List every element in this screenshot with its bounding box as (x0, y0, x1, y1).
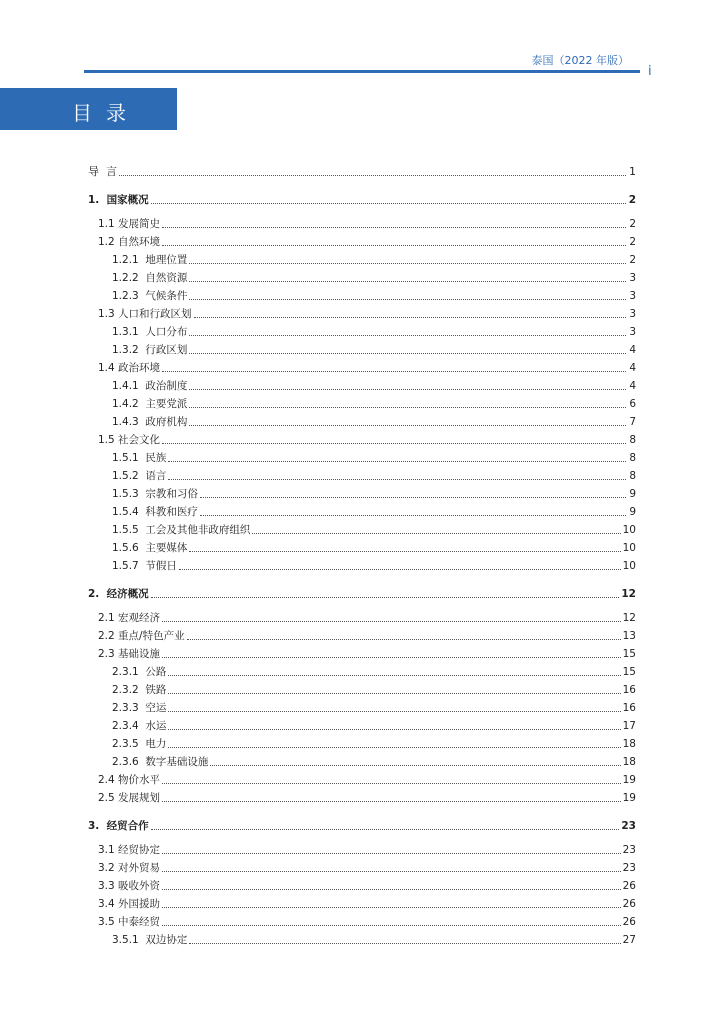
toc-entry-page: 9 (629, 506, 636, 518)
toc-entry-label: 1.1 发展简史 (98, 218, 161, 230)
toc-leader-dots (162, 783, 621, 784)
header-rule (84, 70, 640, 73)
toc-entry-page: 26 (622, 898, 636, 910)
toc-entry-label: 3.5.1 双边协定 (112, 934, 188, 946)
toc-entry[interactable] (88, 645, 636, 661)
toc-entry-page: 27 (622, 934, 636, 946)
toc-entry-label: 1.5.6 主要媒体 (112, 542, 188, 554)
toc-leader-dots (162, 227, 626, 228)
toc-entry[interactable] (88, 191, 636, 207)
toc-entry-page: 3 (629, 308, 636, 320)
toc-entry-page: 7 (629, 416, 636, 428)
toc-leader-dots (168, 693, 620, 694)
page-title: 目录 (72, 101, 140, 125)
toc-entry-page: 2 (629, 218, 636, 230)
toc-entry-page: 13 (622, 630, 636, 642)
toc-entry[interactable] (88, 913, 636, 929)
toc-entry-label: 3.2 对外贸易 (98, 862, 161, 874)
toc-leader-dots (189, 551, 620, 552)
toc-leader-dots (200, 497, 626, 498)
toc-entry-label: 3.1 经贸协定 (98, 844, 161, 856)
toc-entry[interactable] (88, 521, 636, 537)
toc-entry-label: 1.2.3 气候条件 (112, 290, 188, 302)
toc-leader-dots (189, 299, 626, 300)
toc-entry-page: 15 (622, 666, 636, 678)
toc-entry-label: 1.3.2 行政区划 (112, 344, 188, 356)
toc-entry-label: 1. 国家概况 (88, 194, 149, 206)
toc-entry[interactable] (88, 817, 636, 833)
toc-leader-dots (187, 639, 621, 640)
toc-entry-label: 3.3 吸收外资 (98, 880, 161, 892)
toc-leader-dots (162, 657, 621, 658)
toc-leader-dots (189, 263, 626, 264)
toc-leader-dots (151, 203, 626, 204)
toc-entry[interactable] (88, 485, 636, 501)
toc-entry-page: 16 (622, 684, 636, 696)
toc-entry-page: 6 (629, 398, 636, 410)
toc-leader-dots (162, 443, 626, 444)
toc-entry-label: 1.4 政治环境 (98, 362, 161, 374)
toc-entry[interactable] (88, 395, 636, 411)
toc-entry-page: 4 (629, 344, 636, 356)
toc-entry[interactable] (88, 503, 636, 519)
toc-entry[interactable] (88, 753, 636, 769)
toc-entry-page: 10 (622, 524, 636, 536)
toc-leader-dots (162, 889, 621, 890)
toc-entry-page: 16 (622, 702, 636, 714)
toc-entry-label: 1.5.1 民族 (112, 452, 167, 464)
toc-entry-label: 1.5.3 宗教和习俗 (112, 488, 198, 500)
toc-leader-dots (194, 317, 626, 318)
toc-entry[interactable] (88, 449, 636, 465)
toc-leader-dots (252, 533, 620, 534)
toc-entry[interactable] (88, 681, 636, 697)
toc-leader-dots (189, 425, 626, 426)
toc-leader-dots (151, 829, 620, 830)
toc-entry-page: 26 (622, 916, 636, 928)
toc-entry-page: 18 (622, 738, 636, 750)
toc-entry-page: 26 (622, 880, 636, 892)
toc-leader-dots (168, 479, 626, 480)
toc-leader-dots (119, 175, 626, 176)
toc-entry[interactable] (88, 341, 636, 357)
toc-entry-label: 2.3.2 铁路 (112, 684, 167, 696)
toc-entry-label: 2.5 发展规划 (98, 792, 161, 804)
toc-entry-page: 4 (629, 380, 636, 392)
toc-entry-label: 1.4.3 政府机构 (112, 416, 188, 428)
toc-entry-label: 1.4.1 政治制度 (112, 380, 188, 392)
toc-entry-label: 2.3.1 公路 (112, 666, 167, 678)
toc-entry-label: 3. 经贸合作 (88, 820, 149, 832)
toc-entry[interactable] (88, 895, 636, 911)
toc-leader-dots (168, 711, 620, 712)
toc-entry[interactable] (88, 557, 636, 573)
toc-entry[interactable] (88, 789, 636, 805)
running-header: 泰国（2022 年版） (531, 54, 629, 67)
toc-leader-dots (189, 335, 626, 336)
toc-entry-page: 2 (628, 194, 636, 206)
toc-entry[interactable] (88, 305, 636, 321)
toc-entry-page: 8 (629, 434, 636, 446)
toc-entry-page: 8 (629, 470, 636, 482)
toc-entry-label: 1.2.1 地理位置 (112, 254, 188, 266)
toc-leader-dots (168, 675, 620, 676)
toc-entry-label: 1.2.2 自然资源 (112, 272, 188, 284)
toc-entry-label: 1.3.1 人口分布 (112, 326, 188, 338)
toc-entry[interactable] (88, 609, 636, 625)
toc-entry-page: 9 (629, 488, 636, 500)
toc-leader-dots (179, 569, 621, 570)
toc-leader-dots (162, 871, 621, 872)
toc-entry[interactable] (88, 287, 636, 303)
toc-entry-page: 17 (622, 720, 636, 732)
toc-entry[interactable] (88, 251, 636, 267)
toc-entry-page: 18 (622, 756, 636, 768)
toc-leader-dots (189, 389, 626, 390)
toc-entry-label: 3.5 中泰经贸 (98, 916, 161, 928)
toc-entry-label: 2.4 物价水平 (98, 774, 161, 786)
toc-entry-label: 2.3.3 空运 (112, 702, 167, 714)
toc-leader-dots (162, 245, 626, 246)
toc-leader-dots (151, 597, 620, 598)
toc-entry-label: 2.3.5 电力 (112, 738, 167, 750)
toc-entry[interactable] (88, 359, 636, 375)
toc-entry[interactable] (88, 931, 636, 947)
toc-entry-page: 15 (622, 648, 636, 660)
toc-entry-page: 12 (621, 588, 636, 600)
toc-entry-page: 23 (622, 862, 636, 874)
toc-entry[interactable] (88, 877, 636, 893)
toc-entry-label: 1.5.2 语言 (112, 470, 167, 482)
toc-entry-label: 1.5 社会文化 (98, 434, 161, 446)
toc-entry-page: 3 (629, 290, 636, 302)
toc-entry-page: 4 (629, 362, 636, 374)
toc-entry-page: 23 (621, 820, 636, 832)
toc-leader-dots (189, 353, 626, 354)
title-banner (0, 88, 177, 130)
toc-leader-dots (189, 943, 620, 944)
toc-leader-dots (162, 801, 621, 802)
toc-entry[interactable] (88, 431, 636, 447)
toc-entry-page: 8 (629, 452, 636, 464)
toc-entry-page: 3 (629, 272, 636, 284)
toc-leader-dots (162, 907, 621, 908)
toc-leader-dots (168, 747, 620, 748)
toc-entry[interactable] (88, 215, 636, 231)
toc-entry-page: 19 (622, 774, 636, 786)
toc-entry[interactable] (88, 717, 636, 733)
toc-entry-label: 2.3 基础设施 (98, 648, 161, 660)
toc-leader-dots (162, 621, 621, 622)
toc-entry[interactable] (88, 663, 636, 679)
toc-entry-label: 2.1 宏观经济 (98, 612, 161, 624)
toc-leader-dots (189, 407, 626, 408)
toc-entry-label: 1.2 自然环境 (98, 236, 161, 248)
toc-entry[interactable] (88, 771, 636, 787)
toc-entry-page: 19 (622, 792, 636, 804)
toc-leader-dots (210, 765, 620, 766)
toc-entry-label: 1.4.2 主要党派 (112, 398, 188, 410)
toc-entry-label: 2.2 重点/特色产业 (98, 630, 185, 642)
toc-entry[interactable] (88, 323, 636, 339)
toc-entry-label: 1.5.7 节假日 (112, 560, 177, 572)
toc-entry[interactable] (88, 377, 636, 393)
toc-entry-label: 2.3.4 水运 (112, 720, 167, 732)
toc-entry-label: 1.5.4 科教和医疗 (112, 506, 198, 518)
toc-leader-dots (162, 371, 626, 372)
toc-entry-page: 23 (622, 844, 636, 856)
toc-leader-dots (168, 729, 620, 730)
toc-entry-label: 3.4 外国援助 (98, 898, 161, 910)
toc-entry[interactable] (88, 233, 636, 249)
toc-entry[interactable] (88, 841, 636, 857)
toc-entry-page: 12 (622, 612, 636, 624)
toc-leader-dots (189, 281, 626, 282)
toc-entry-page: 3 (629, 326, 636, 338)
toc-entry-page: 10 (622, 560, 636, 572)
toc-entry-label: 导 言 (88, 165, 117, 178)
toc-leader-dots (168, 461, 626, 462)
toc-entry-page: 10 (622, 542, 636, 554)
toc-leader-dots (162, 925, 621, 926)
toc-entry-label: 1.3 人口和行政区划 (98, 308, 192, 320)
toc-entry[interactable] (88, 269, 636, 285)
toc-entry[interactable] (88, 163, 636, 179)
toc-entry[interactable] (88, 467, 636, 483)
toc-entry[interactable] (88, 539, 636, 555)
toc-entry[interactable] (88, 413, 636, 429)
toc-leader-dots (162, 853, 621, 854)
toc-entry-page: 2 (629, 236, 636, 248)
toc-entry[interactable] (88, 627, 636, 643)
toc-entry[interactable] (88, 699, 636, 715)
toc-leader-dots (200, 515, 626, 516)
toc-entry-label: 2.3.6 数字基础设施 (112, 756, 209, 768)
toc-entry[interactable] (88, 859, 636, 875)
toc-entry-label: 2. 经济概况 (88, 588, 149, 600)
toc-entry[interactable] (88, 585, 636, 601)
toc-entry-label: 1.5.5 工会及其他非政府组织 (112, 524, 251, 536)
page-number: i (648, 64, 652, 79)
toc-entry-page: 2 (629, 254, 636, 266)
toc-entry[interactable] (88, 735, 636, 751)
toc-entry-page: 1 (629, 165, 636, 178)
